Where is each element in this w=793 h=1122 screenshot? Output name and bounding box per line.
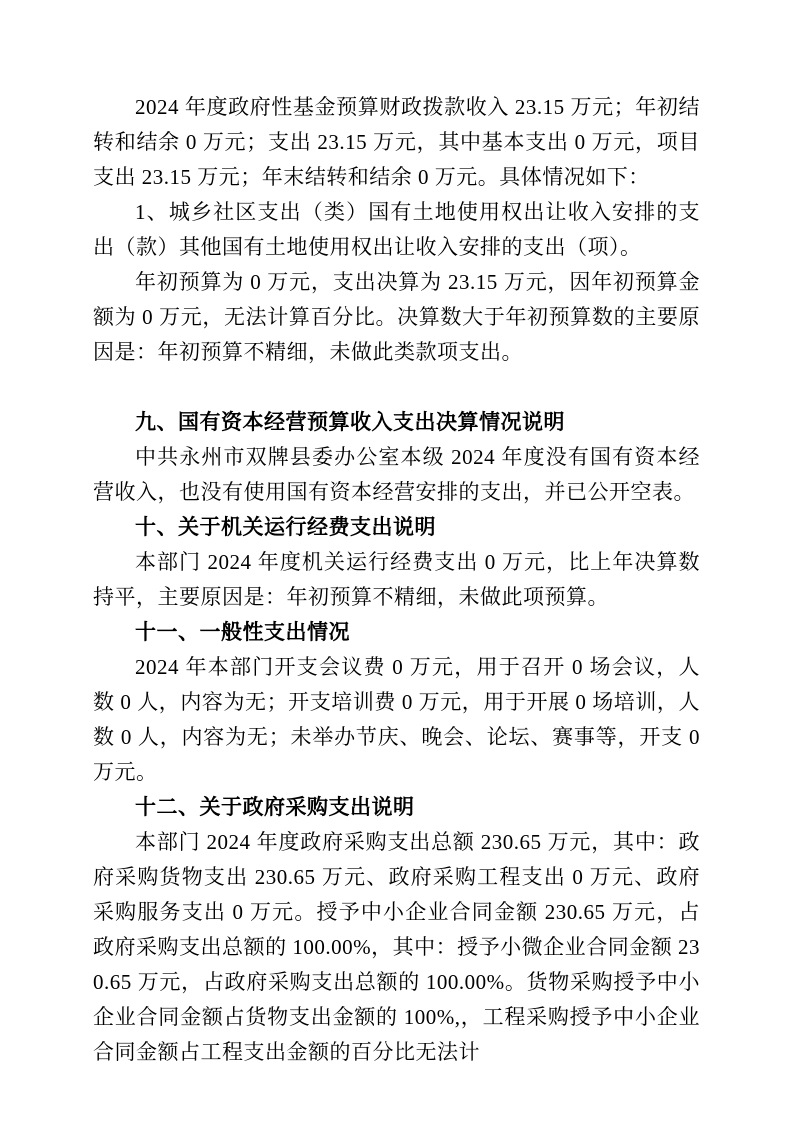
- blank-line-spacer: [93, 370, 700, 405]
- paragraph-initial-budget-explanation: 年初预算为 0 万元，支出决算为 23.15 万元，因年初预算金额为 0 万元，无法计算百分比。决算数大于年初预算数的主要原因是：年初预算不精细，未做此类款项支出。: [93, 270, 700, 364]
- heading-section-12-government-procurement: 十二、关于政府采购支出说明: [135, 796, 415, 819]
- heading-section-9-state-capital-operation: 九、国有资本经营预算收入支出决算情况说明: [135, 411, 565, 434]
- paragraph-general-expenditure-details: 2024 年本部门开支会议费 0 万元，用于召开 0 场会议，人数 0 人，内容为无；开支培训费 0 万元，用于开展 0 场培训，人数 0 人，内容为无；未举办节庆、晚会、论坛、赛事等，开支 0 万元。: [93, 655, 700, 784]
- paragraph-urban-rural-community-expenditure: 1、城乡社区支出（类）国有土地使用权出让收入安排的支出（款）其他国有土地使用权出让收入安排的支出（项）。: [93, 200, 700, 259]
- paragraph-state-capital-operation: 中共永州市双牌县委办公室本级 2024 年度没有国有资本经营收入，也没有使用国有资本经营安排的支出，并已公开空表。: [93, 445, 700, 504]
- heading-section-11-general-expenditure: 十一、一般性支出情况: [135, 621, 350, 644]
- paragraph-government-procurement-details: 本部门 2024 年度政府采购支出总额 230.65 万元，其中：政府采购货物支出 230.65 万元、政府采购工程支出 0 万元、政府采购服务支出 0 万元。授予中小企业合同金额 230.65 万元，占政府采购支出总额的 100.00%，其中：授予小微企业合同金额 230.65 万元，占政府采购支出总额的 100.00%。货物采购授予中小企业合同金额占货物支出金额的 100%,，工程采购授予中小企业合同金额占工程支出金额的百分比无法计: [93, 830, 700, 1064]
- document-content: [93, 90, 700, 1070]
- paragraph-gov-fund-budget-summary: 2024 年度政府性基金预算财政拨款收入 23.15 万元；年初结转和结余 0 万元；支出 23.15 万元，其中基本支出 0 万元，项目支出 23.15 万元；年末结转和结余 0 万元。具体情况如下：: [93, 95, 700, 189]
- heading-section-10-agency-operating-expenses: 十、关于机关运行经费支出说明: [135, 516, 436, 539]
- paragraph-agency-operating-expenses: 本部门 2024 年度机关运行经费支出 0 万元，比上年决算数持平，主要原因是：年初预算不精细，未做此项预算。: [93, 550, 700, 609]
